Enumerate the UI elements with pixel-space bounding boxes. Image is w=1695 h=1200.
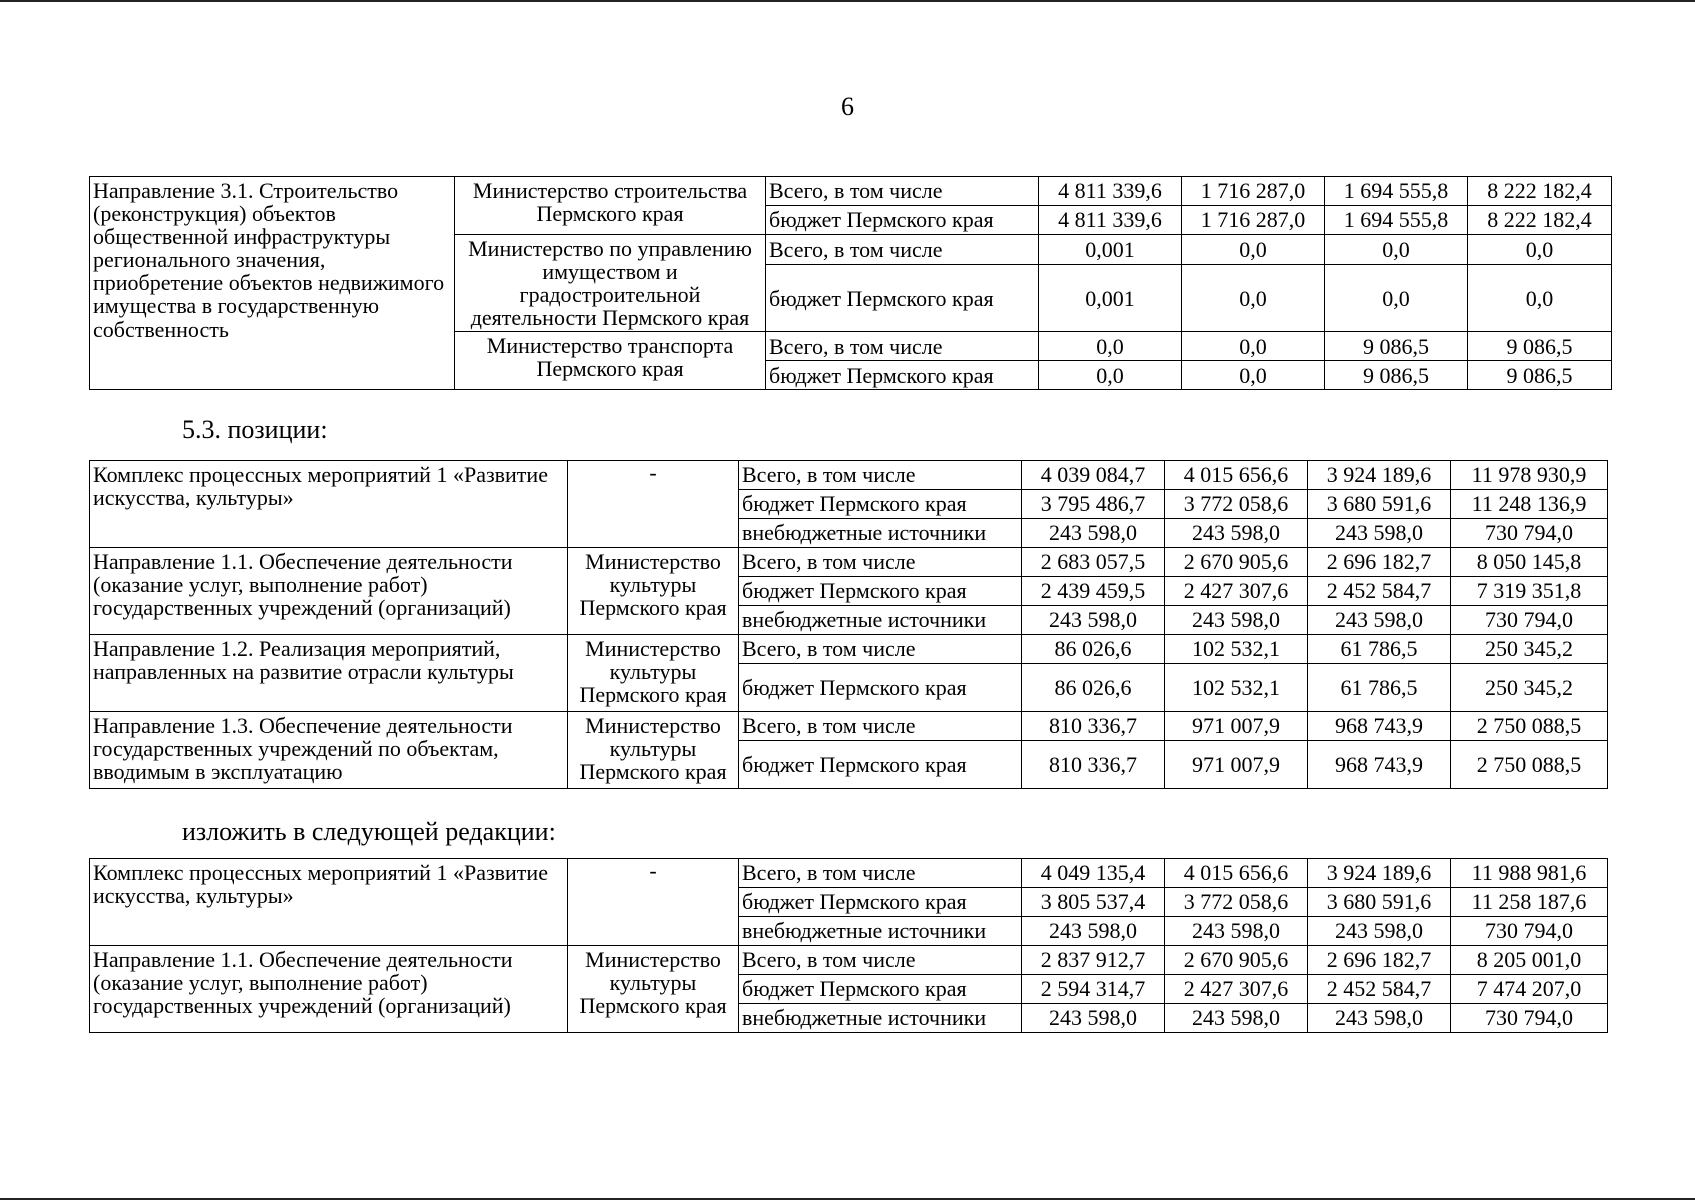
executor-cell: Министерство культуры Пермского края: [568, 946, 739, 1033]
value-cell: 250 345,2: [1451, 635, 1608, 664]
funding-source-cell: внебюджетные источники: [739, 1004, 1022, 1033]
value-cell: 2 696 182,7: [1308, 548, 1451, 577]
table-row: [90, 712, 1608, 741]
funding-source-cell: бюджет Пермского края: [766, 265, 1039, 332]
value-cell: 243 598,0: [1165, 519, 1308, 548]
scan-top-edge: [0, 0, 1695, 2]
activity-name-cell: Комплекс процессных мероприятий 1 «Развитие искусства, культуры»: [90, 859, 568, 946]
value-cell: 0,0: [1039, 332, 1182, 361]
executor-cell: -: [568, 859, 739, 946]
activity-name-cell: Направление 1.3. Обеспечение деятельности государственных учреждений по объектам, вводимым в эксплуатацию: [90, 712, 568, 789]
value-cell: 0,0: [1039, 361, 1182, 390]
value-cell: 0,0: [1182, 361, 1325, 390]
page-number: 6: [841, 92, 854, 121]
value-cell: 2 750 088,5: [1451, 741, 1608, 789]
funding-source-cell: бюджет Пермского края: [739, 664, 1022, 712]
funding-source-cell: внебюджетные источники: [739, 917, 1022, 946]
value-cell: 250 345,2: [1451, 664, 1608, 712]
value-cell: 11 988 981,6: [1451, 859, 1608, 888]
value-cell: 0,001: [1039, 235, 1182, 265]
executor-cell: Министерство транспорта Пермского края: [455, 332, 766, 390]
funding-source-cell: бюджет Пермского края: [766, 361, 1039, 390]
value-cell: 7 474 207,0: [1451, 975, 1608, 1004]
value-cell: 2 696 182,7: [1308, 946, 1451, 975]
value-cell: 9 086,5: [1325, 361, 1468, 390]
value-cell: 971 007,9: [1165, 741, 1308, 789]
value-cell: 3 680 591,6: [1308, 490, 1451, 519]
funding-source-cell: бюджет Пермского края: [739, 888, 1022, 917]
value-cell: 1 716 287,0: [1182, 177, 1325, 206]
value-cell: 730 794,0: [1451, 606, 1608, 635]
value-cell: 86 026,6: [1022, 635, 1165, 664]
value-cell: 730 794,0: [1451, 1004, 1608, 1033]
value-cell: 0,0: [1468, 235, 1612, 265]
activity-name-cell: Направление 1.1. Обеспечение деятельности (оказание услуг, выполнение работ) государственных учреждений (организаций): [90, 548, 568, 635]
funding-source-cell: бюджет Пермского края: [739, 490, 1022, 519]
value-cell: 4 811 339,6: [1039, 177, 1182, 206]
value-cell: 968 743,9: [1308, 712, 1451, 741]
value-cell: 243 598,0: [1308, 519, 1451, 548]
value-cell: 3 680 591,6: [1308, 888, 1451, 917]
value-cell: 3 795 486,7: [1022, 490, 1165, 519]
value-cell: 243 598,0: [1165, 1004, 1308, 1033]
value-cell: 9 086,5: [1468, 361, 1612, 390]
funding-source-cell: Всего, в том числе: [739, 859, 1022, 888]
funding-source-cell: бюджет Пермского края: [739, 577, 1022, 606]
value-cell: 1 694 555,8: [1325, 206, 1468, 235]
value-cell: 4 811 339,6: [1039, 206, 1182, 235]
table-row: [90, 177, 1612, 206]
value-cell: 2 670 905,6: [1165, 548, 1308, 577]
value-cell: 8 222 182,4: [1468, 177, 1612, 206]
funding-source-cell: бюджет Пермского края: [739, 975, 1022, 1004]
table-row: [90, 548, 1608, 577]
value-cell: 2 750 088,5: [1451, 712, 1608, 741]
value-cell: 3 924 189,6: [1308, 461, 1451, 490]
funding-source-cell: Всего, в том числе: [739, 548, 1022, 577]
value-cell: 0,0: [1182, 332, 1325, 361]
value-cell: 61 786,5: [1308, 635, 1451, 664]
table-positions-new: [89, 858, 1608, 1033]
value-cell: 243 598,0: [1165, 917, 1308, 946]
value-cell: 2 452 584,7: [1308, 975, 1451, 1004]
executor-cell: Министерство по управлению имуществом и градостроительной деятельности Пермского края: [455, 235, 766, 332]
value-cell: 2 670 905,6: [1165, 946, 1308, 975]
value-cell: 102 532,1: [1165, 635, 1308, 664]
table-direction-3-1: [89, 176, 1612, 390]
executor-cell: Министерство культуры Пермского края: [568, 635, 739, 712]
funding-source-cell: Всего, в том числе: [739, 635, 1022, 664]
value-cell: 0,0: [1182, 265, 1325, 332]
value-cell: 0,0: [1182, 235, 1325, 265]
value-cell: 730 794,0: [1451, 917, 1608, 946]
value-cell: 2 452 584,7: [1308, 577, 1451, 606]
executor-cell: Министерство культуры Пермского края: [568, 712, 739, 789]
table-row: [90, 859, 1608, 888]
funding-source-cell: Всего, в том числе: [739, 712, 1022, 741]
funding-source-cell: Всего, в том числе: [766, 332, 1039, 361]
value-cell: 61 786,5: [1308, 664, 1451, 712]
value-cell: 8 222 182,4: [1468, 206, 1612, 235]
funding-source-cell: бюджет Пермского края: [739, 741, 1022, 789]
funding-source-cell: бюджет Пермского края: [766, 206, 1039, 235]
value-cell: 2 837 912,7: [1022, 946, 1165, 975]
section-positions-heading: 5.3. позиции:: [182, 415, 328, 444]
activity-name-cell: Направление 1.2. Реализация мероприятий, направленных на развитие отрасли культуры: [90, 635, 568, 712]
value-cell: 11 248 136,9: [1451, 490, 1608, 519]
value-cell: 1 694 555,8: [1325, 177, 1468, 206]
value-cell: 968 743,9: [1308, 741, 1451, 789]
value-cell: 971 007,9: [1165, 712, 1308, 741]
value-cell: 3 924 189,6: [1308, 859, 1451, 888]
executor-cell: Министерство культуры Пермского края: [568, 548, 739, 635]
value-cell: 810 336,7: [1022, 712, 1165, 741]
executor-cell: Министерство строительства Пермского края: [455, 177, 766, 235]
value-cell: 9 086,5: [1325, 332, 1468, 361]
value-cell: 86 026,6: [1022, 664, 1165, 712]
executor-cell: -: [568, 461, 739, 548]
value-cell: 730 794,0: [1451, 519, 1608, 548]
table-positions-old: [89, 460, 1608, 789]
value-cell: 8 205 001,0: [1451, 946, 1608, 975]
value-cell: 0,0: [1325, 265, 1468, 332]
value-cell: 1 716 287,0: [1182, 206, 1325, 235]
value-cell: 243 598,0: [1165, 606, 1308, 635]
value-cell: 4 049 135,4: [1022, 859, 1165, 888]
value-cell: 243 598,0: [1022, 1004, 1165, 1033]
value-cell: 2 427 307,6: [1165, 975, 1308, 1004]
value-cell: 4 015 656,6: [1165, 859, 1308, 888]
value-cell: 243 598,0: [1022, 606, 1165, 635]
activity-name-cell: Направление 1.1. Обеспечение деятельности (оказание услуг, выполнение работ) государственных учреждений (организаций): [90, 946, 568, 1033]
value-cell: 243 598,0: [1308, 606, 1451, 635]
direction-name-cell: Направление 3.1. Строительство (реконструкция) объектов общественной инфраструктуры регионального значения, приобретение объектов недвижимого имущества в государственную собственность: [90, 177, 455, 390]
value-cell: 2 439 459,5: [1022, 577, 1165, 606]
value-cell: 102 532,1: [1165, 664, 1308, 712]
funding-source-cell: Всего, в том числе: [739, 461, 1022, 490]
value-cell: 2 427 307,6: [1165, 577, 1308, 606]
value-cell: 11 258 187,6: [1451, 888, 1608, 917]
value-cell: 3 772 058,6: [1165, 490, 1308, 519]
value-cell: 4 015 656,6: [1165, 461, 1308, 490]
value-cell: 810 336,7: [1022, 741, 1165, 789]
value-cell: 9 086,5: [1468, 332, 1612, 361]
value-cell: 0,001: [1039, 265, 1182, 332]
funding-source-cell: Всего, в том числе: [766, 177, 1039, 206]
funding-source-cell: внебюджетные источники: [739, 519, 1022, 548]
value-cell: 2 594 314,7: [1022, 975, 1165, 1004]
value-cell: 3 805 537,4: [1022, 888, 1165, 917]
funding-source-cell: внебюджетные источники: [739, 606, 1022, 635]
value-cell: 0,0: [1468, 265, 1612, 332]
value-cell: 243 598,0: [1022, 917, 1165, 946]
value-cell: 4 039 084,7: [1022, 461, 1165, 490]
value-cell: 243 598,0: [1308, 917, 1451, 946]
value-cell: 11 978 930,9: [1451, 461, 1608, 490]
table-row: [90, 461, 1608, 490]
value-cell: 0,0: [1325, 235, 1468, 265]
value-cell: 8 050 145,8: [1451, 548, 1608, 577]
value-cell: 243 598,0: [1308, 1004, 1451, 1033]
value-cell: 3 772 058,6: [1165, 888, 1308, 917]
value-cell: 243 598,0: [1022, 519, 1165, 548]
value-cell: 2 683 057,5: [1022, 548, 1165, 577]
funding-source-cell: Всего, в том числе: [766, 235, 1039, 265]
table-row: [90, 635, 1608, 664]
value-cell: 7 319 351,8: [1451, 577, 1608, 606]
section-new-edition-heading: изложить в следующей редакции:: [182, 817, 556, 846]
table-row: [90, 946, 1608, 975]
funding-source-cell: Всего, в том числе: [739, 946, 1022, 975]
activity-name-cell: Комплекс процессных мероприятий 1 «Развитие искусства, культуры»: [90, 461, 568, 548]
